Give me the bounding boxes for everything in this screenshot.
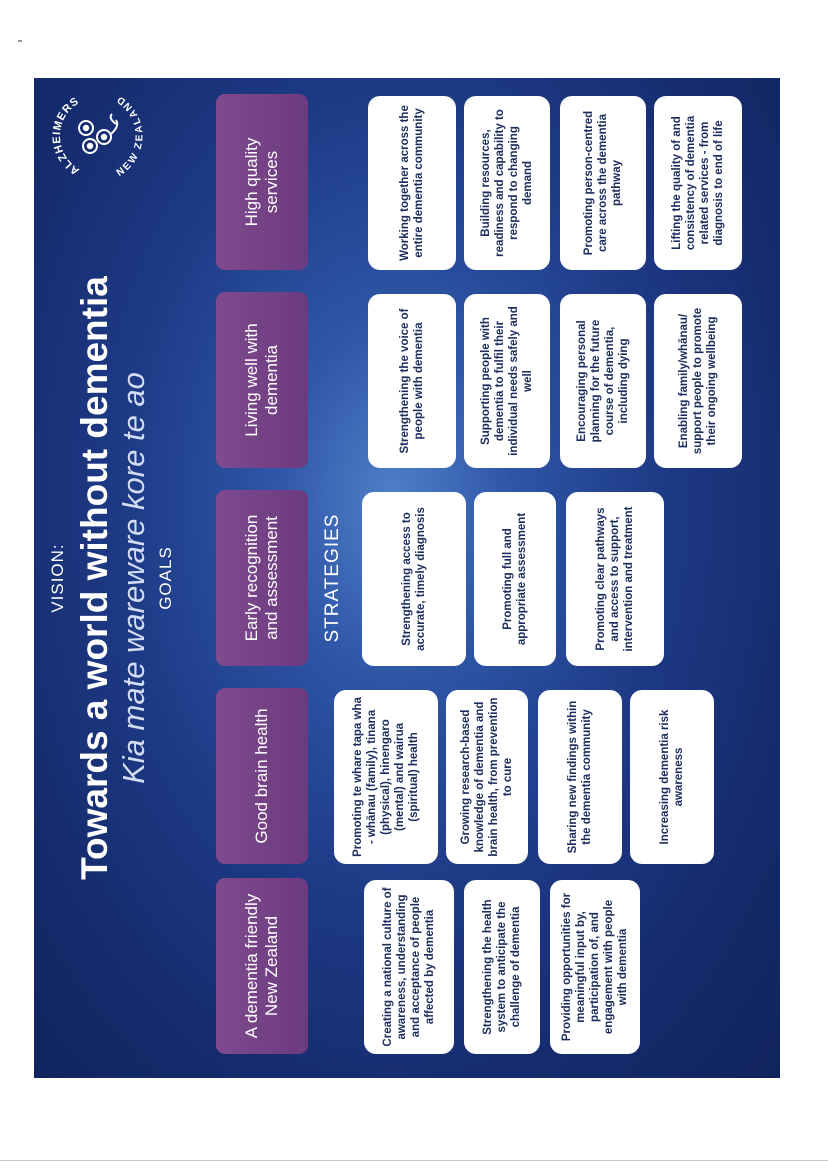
goal-good-brain-health: Good brain health <box>216 688 308 864</box>
svg-text:NEW ZEALAND <box>115 93 146 179</box>
goal-high-quality-services: High quality services <box>216 94 308 270</box>
strategy-card: Sharing new findings within the dementia community <box>538 690 622 864</box>
strategy-card: Promoting clear pathways and access to support, intervention and treatment <box>566 492 664 666</box>
strategy-card: Working together across the entire dementia community <box>368 96 456 270</box>
goals-label: GOALS <box>156 546 175 610</box>
strategy-card: Supporting people with dementia to fulfil their individual needs safely and well <box>464 294 550 468</box>
strategy-card: Strengthening access to accurate, timely diagnosis <box>362 492 466 666</box>
logo-top-text: ALZHEIMERS <box>50 94 82 178</box>
vision-label: VISION: <box>48 543 67 613</box>
strategy-card: Creating a national culture of awareness, understanding and acceptance of people affected by dementia <box>364 880 454 1054</box>
goal-living-well: Living well with dementia <box>216 292 308 468</box>
strategy-card: Building resources, readiness and capability to respond to changing demand <box>464 96 550 270</box>
strategy-card: Encouraging personal planning for the future course of dementia, including dying <box>560 294 646 468</box>
strategy-card: Lifting the quality of and consistency of dementia related services - from diagnosis to end of life <box>654 96 742 270</box>
goal-dementia-friendly-nz: A dementia friendly New Zealand <box>216 878 308 1054</box>
scan-mark <box>18 40 22 42</box>
goal-early-recognition: Early recognition and assessment <box>216 490 308 666</box>
strategy-card: Promoting person-centred care across the dementia pathway <box>560 96 646 270</box>
flower-icon <box>79 114 117 153</box>
strategy-card: Promoting te whare tapa wha - whānau (family), tinana (physical), hinengaro (mental) and wairua (spiritual) health <box>334 690 438 864</box>
strategy-card: Strengthening the health system to anticipate the challenge of dementia <box>464 880 540 1054</box>
strategy-card: Providing opportunities for meaningful input by, participation of, and engagement with people with dementia <box>550 880 640 1054</box>
strategy-card: Strengthening the voice of people with dementia <box>368 294 456 468</box>
strategy-card: Enabling family/whānau/ support people to promote their ongoing wellbeing <box>654 294 742 468</box>
strategies-label: STRATEGIES <box>322 513 343 643</box>
strategy-poster <box>34 78 780 1078</box>
poster-content <box>34 78 780 1078</box>
poster-subtitle: Kia mate wareware kore te ao <box>116 372 151 784</box>
scan-edge-line <box>0 1160 828 1161</box>
svg-text:ALZHEIMERS <box>51 95 82 177</box>
poster-title: Towards a world without dementia <box>74 276 115 880</box>
logo-bottom-text: NEW ZEALAND <box>114 93 146 179</box>
strategy-card: Growing research-based knowledge of dementia and brain health, from prevention to cure <box>446 690 528 864</box>
strategy-card: Increasing dementia risk awareness <box>630 690 714 864</box>
alzheimers-nz-logo <box>46 86 146 186</box>
strategy-card: Promoting full and appropriate assessment <box>474 492 556 666</box>
